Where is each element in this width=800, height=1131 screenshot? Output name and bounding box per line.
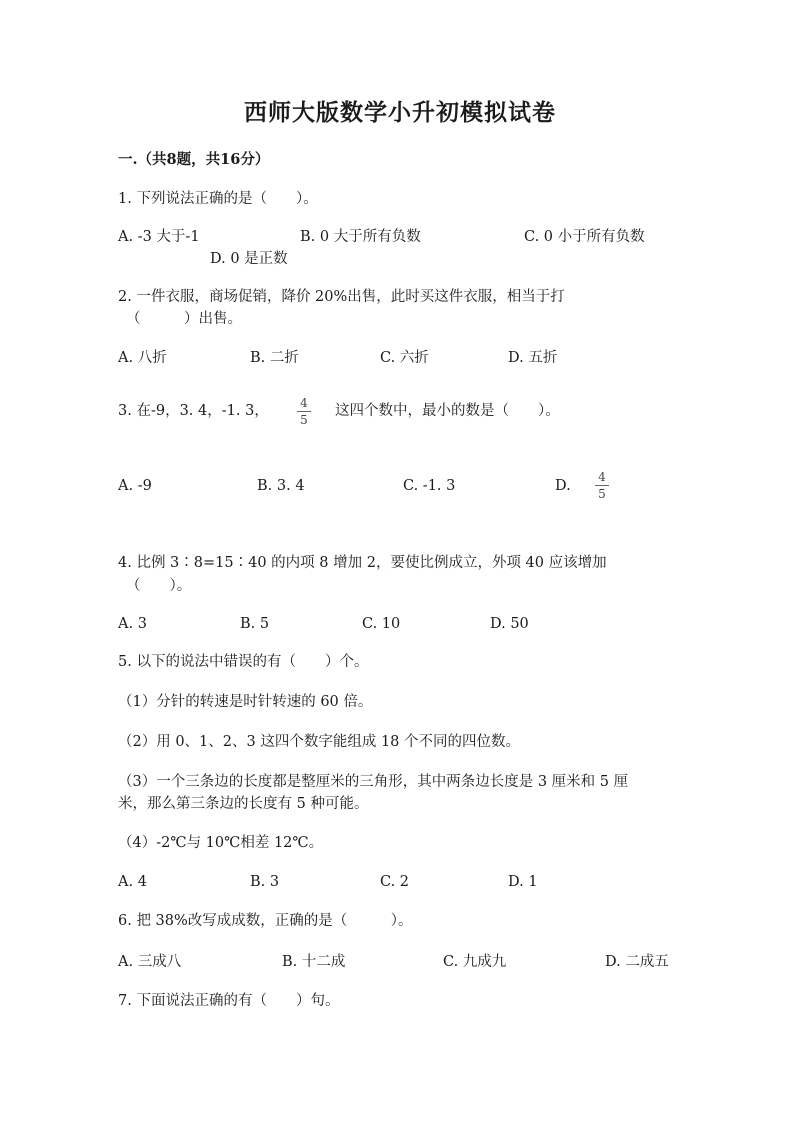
question-5-statement-3-line2: 米，那么第三条边的长度有 5 种可能。 (118, 796, 369, 812)
question-4-stem-line2: （ ）。 (126, 578, 192, 594)
question-3-stem-suffix: 这四个数中，最小的数是（ ）。 (335, 403, 560, 419)
question-3-stem-prefix: 3. 在-9，3. 4，-1. 3， (118, 403, 269, 419)
fraction-bar (595, 485, 609, 486)
question-2-option-b: B. 二折 (250, 350, 299, 366)
exam-title: 西师大版数学小升初模拟试卷 (244, 99, 556, 126)
question-2-option-c: C. 六折 (380, 350, 429, 366)
question-1-option-a: A. -3 大于-1 (118, 229, 200, 245)
question-2-option-a: A. 八折 (118, 350, 167, 366)
question-3-option-a: A. -9 (118, 478, 152, 494)
question-6-option-b: B. 十二成 (282, 954, 346, 970)
section-heading: 一.（共8题，共16分） (118, 151, 270, 168)
question-5-statement-1: （1）分针的转速是时针转速的 60 倍。 (118, 694, 373, 710)
fraction-denominator: 5 (598, 487, 606, 501)
question-4-stem-line1: 4. 比例 3∶8=15∶40 的内项 8 增加 2，要使比例成立，外项 40 应该增加 (118, 555, 607, 571)
question-5-statement-3-line1: （3）一个三条边的长度都是整厘米的三角形，其中两条边长度是 3 厘米和 5 厘 (118, 774, 629, 790)
fraction-bar (297, 411, 311, 412)
question-5-statement-4: （4）-2℃与 10℃相差 12℃。 (118, 835, 324, 851)
question-6-option-a: A. 三成八 (118, 954, 182, 970)
question-6-option-d: D. 二成五 (605, 954, 669, 970)
question-4-option-d: D. 50 (490, 616, 529, 632)
question-1-option-c: C. 0 小于所有负数 (524, 229, 645, 245)
question-5-option-c: C. 2 (380, 874, 410, 890)
question-5-statement-2: （2）用 0、1、2、3 这四个数字能组成 18 个不同的四位数。 (118, 734, 521, 750)
question-3-option-b: B. 3. 4 (257, 478, 305, 494)
question-2-option-d: D. 五折 (508, 350, 558, 366)
question-4-option-a: A. 3 (118, 616, 147, 632)
question-7-stem: 7. 下面说法正确的有（ ）句。 (118, 993, 340, 1009)
question-1-option-b: B. 0 大于所有负数 (300, 229, 421, 245)
fraction-numerator: 4 (598, 470, 606, 484)
question-4-option-b: B. 5 (240, 616, 270, 632)
question-3-option-d: D. (555, 478, 571, 494)
question-5-option-b: B. 3 (250, 874, 280, 890)
question-2-stem-line1: 2. 一件衣服，商场促销，降价 20%出售，此时买这件衣服，相当于打 (118, 289, 565, 305)
fraction-four-fifths (296, 396, 312, 427)
fraction-numerator: 4 (300, 396, 308, 410)
question-5-option-a: A. 4 (118, 874, 147, 890)
question-5-option-d: D. 1 (508, 874, 538, 890)
question-2-stem-line2: （ ）出售。 (126, 311, 242, 327)
fraction-four-fifths-option-d (594, 470, 610, 501)
question-5-stem: 5. 以下的说法中错误的有（ ）个。 (118, 654, 369, 670)
question-3-option-c: C. -1. 3 (403, 478, 456, 494)
question-6-option-c: C. 九成九 (443, 954, 507, 970)
fraction-denominator: 5 (300, 413, 308, 427)
question-4-option-c: C. 10 (362, 616, 401, 632)
question-1-stem: 1. 下列说法正确的是（ ）。 (118, 191, 318, 207)
question-1-option-d: D. 0 是正数 (210, 251, 288, 267)
question-6-stem: 6. 把 38%改写成成数，正确的是（ ）。 (118, 913, 413, 929)
